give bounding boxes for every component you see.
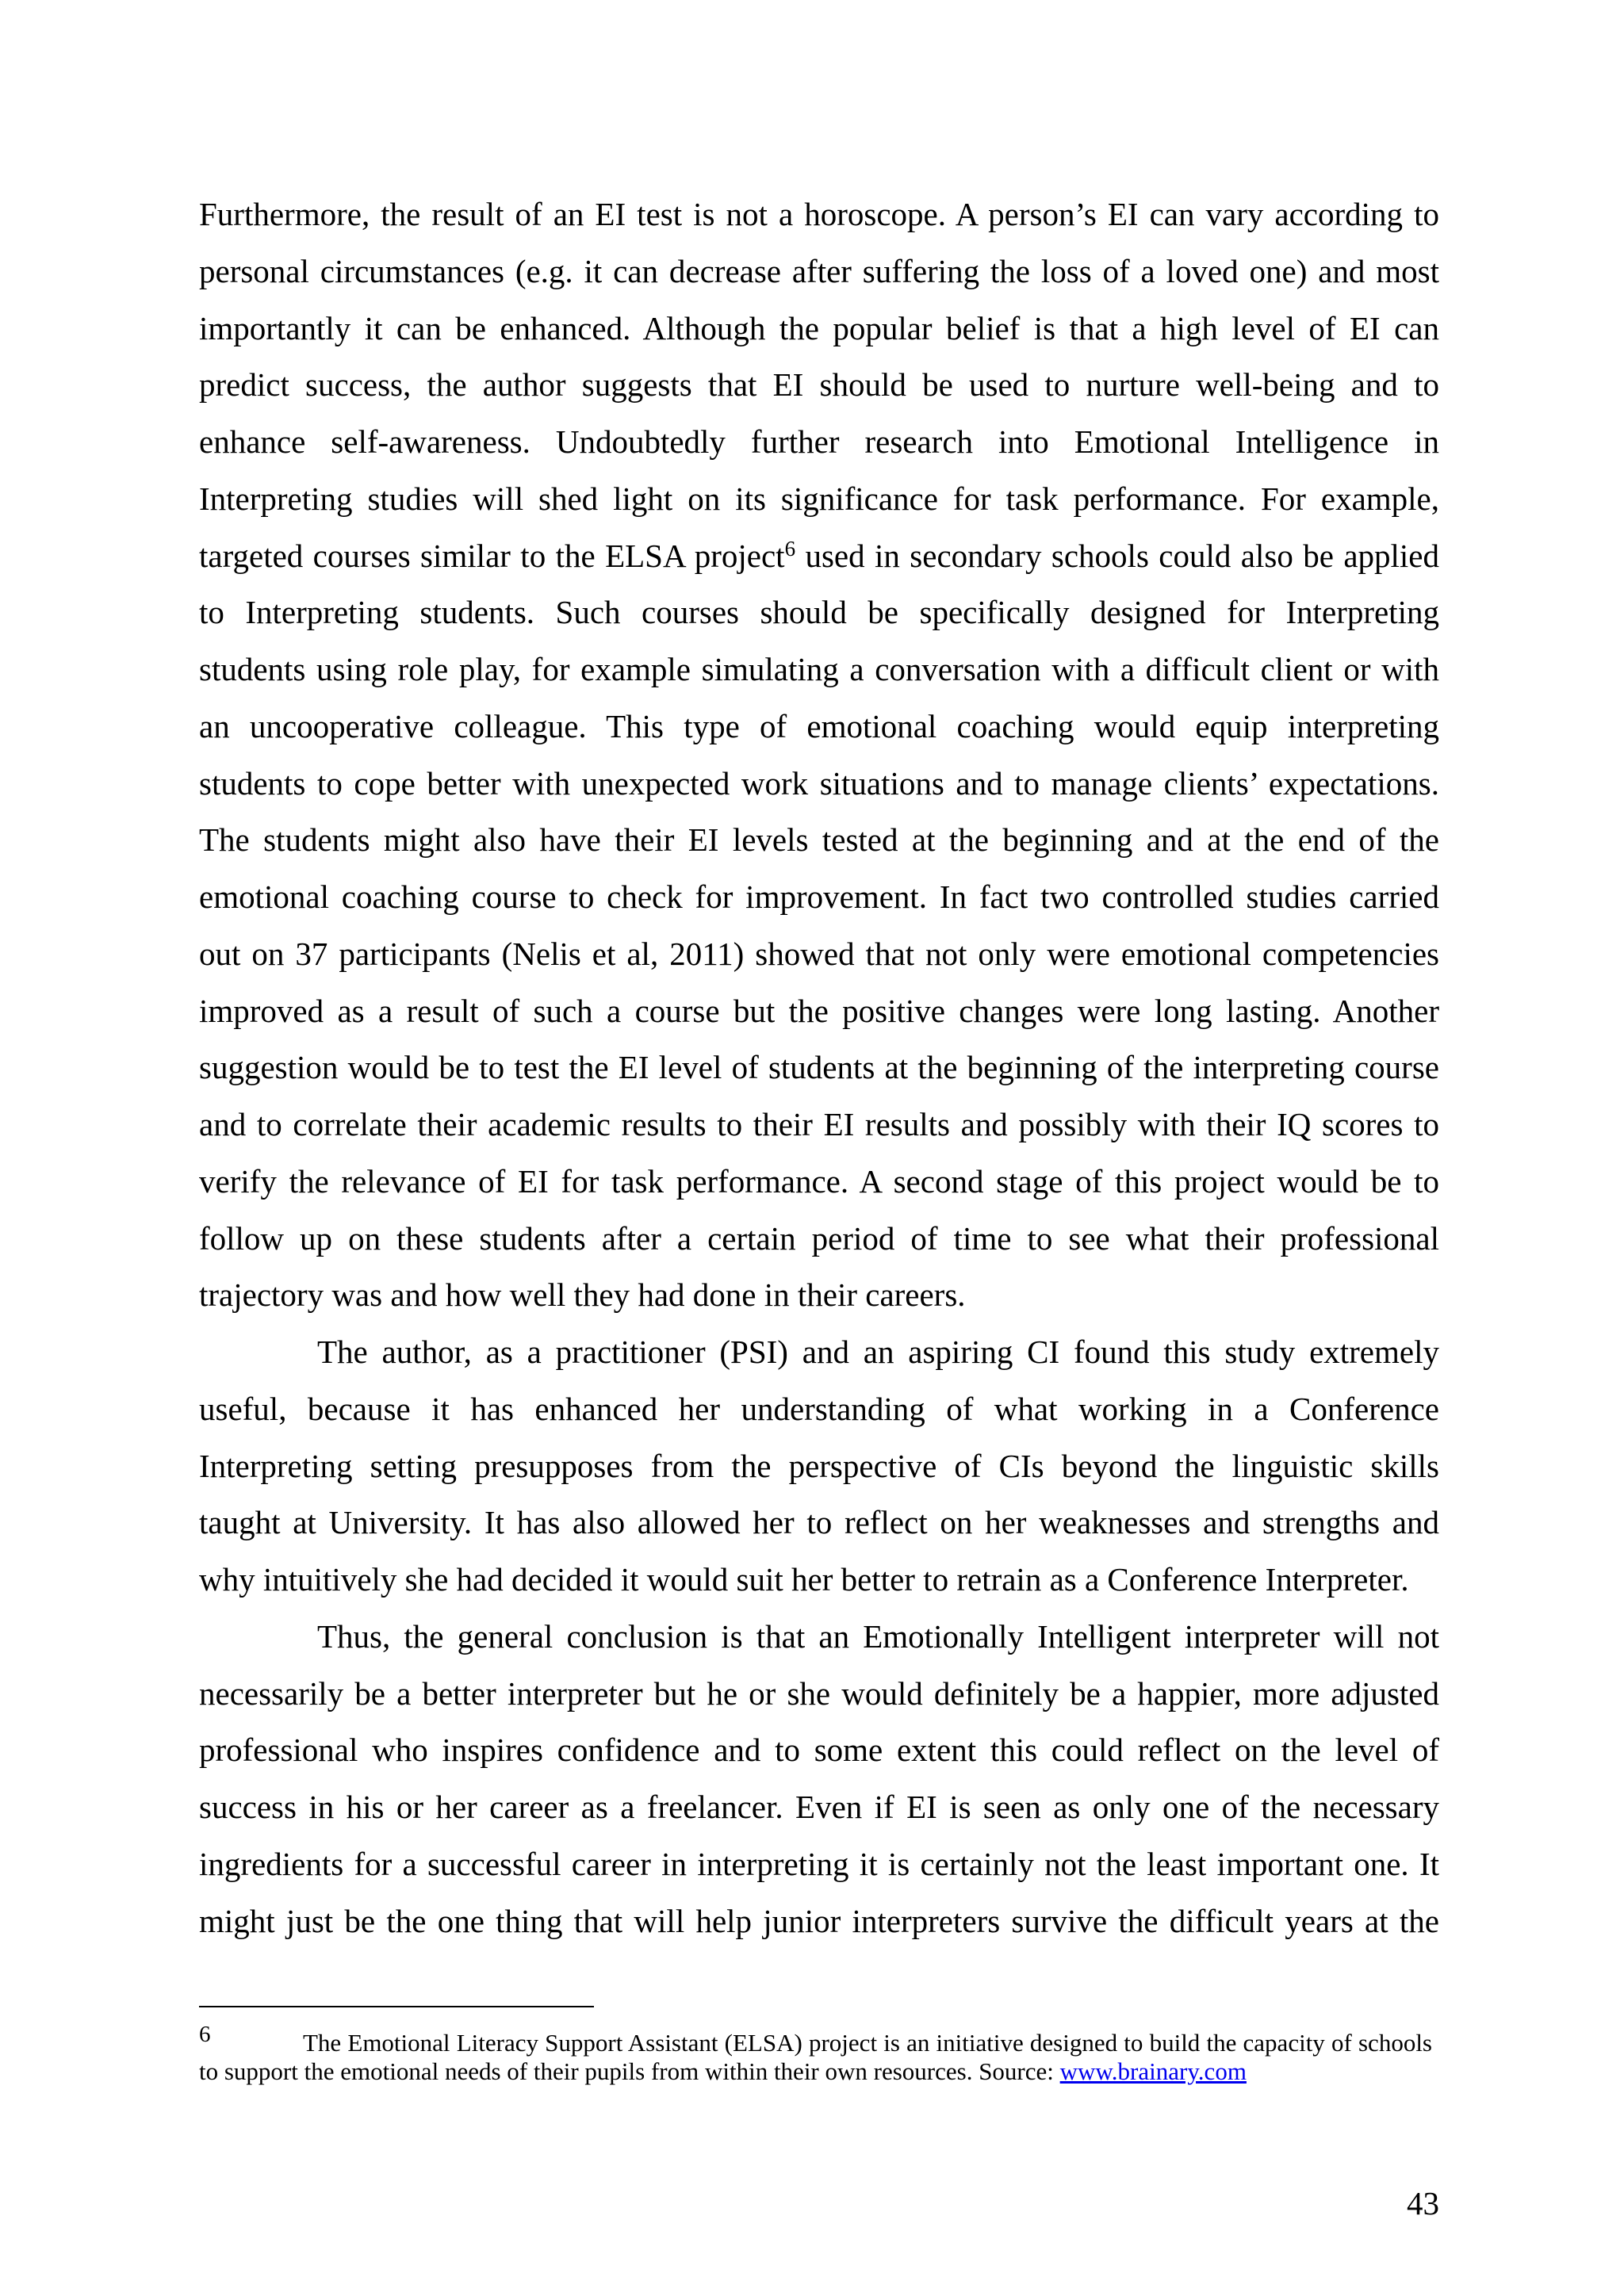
- footnote-marker: 6: [199, 2022, 211, 2047]
- text-line: The author, as a practitioner (PSI) and an aspiring CI found this study extremely: [317, 1334, 1439, 1370]
- text-line: an uncooperative colleague. This type of emotional coaching would equip interpreting: [199, 707, 1439, 744]
- paragraph: [199, 1324, 1439, 1609]
- text-line: students using role play, for example simulating a conversation with a difficult client or with: [199, 651, 1439, 687]
- text-line: predict success, the author suggests that EI should be used to nurture well-being and to: [199, 366, 1439, 404]
- text-line: The students might also have their EI levels tested at the beginning and at the end of the: [199, 821, 1439, 859]
- text-line: taught at University. It has also allowed her to reflect on her weaknesses and strengths and: [199, 1504, 1439, 1541]
- footnote-text: to support the emotional needs of their pupils from within their own resources. Source:: [199, 2057, 1060, 2085]
- footnote-text-line: [199, 2057, 1439, 2086]
- text-line: Interpreting setting presupposes from the perspective of CIs beyond the linguistic skills: [199, 1447, 1439, 1484]
- text-line: success in his or her career as a freelancer. Even if EI is seen as only one of the necessary: [199, 1789, 1439, 1825]
- paragraph: [199, 1609, 1439, 1950]
- text-line: verify the relevance of EI for task performance. A second stage of this project would be to: [199, 1162, 1439, 1200]
- paragraph: [199, 186, 1439, 1324]
- text-line: ingredients for a successful career in interpreting it is certainly not the least important one. It: [199, 1845, 1439, 1882]
- text-line: to Interpreting students. Such courses should be specifically designed for Interpreting: [199, 594, 1439, 631]
- text-line: personal circumstances (e.g. it can decrease after suffering the loss of a loved one) and most: [199, 252, 1439, 289]
- text-line: Interpreting studies will shed light on its significance for task performance. For example,: [199, 480, 1439, 517]
- text-line: students to cope better with unexpected work situations and to manage clients’ expectations.: [199, 764, 1439, 802]
- text-line: improved as a result of such a course but the positive changes were long lasting. Another: [199, 992, 1439, 1029]
- text-line: and to correlate their academic results to their EI results and possibly with their IQ scores to: [199, 1106, 1439, 1142]
- text-line: why intuitively she had decided it would suit her better to retrain as a Conference Interpreter.: [199, 1561, 1409, 1598]
- body-text: [199, 186, 1439, 1950]
- text-line: [199, 528, 1439, 585]
- footnote-separator: [199, 2006, 594, 2007]
- text-line: out on 37 participants (Nelis et al, 2011) showed that not only were emotional competencies: [199, 935, 1439, 972]
- text-line: useful, because it has enhanced her understanding of what working in a Conference: [199, 1390, 1439, 1427]
- line-text: targeted courses similar to the ELSA project: [199, 537, 785, 574]
- text-line: emotional coaching course to check for improvement. In fact two controlled studies carried: [199, 878, 1439, 915]
- text-line: importantly it can be enhanced. Although the popular belief is that a high level of EI can: [199, 309, 1439, 346]
- text-line: might just be the one thing that will help junior interpreters survive the difficult years at the: [199, 1902, 1439, 1939]
- text-line: suggestion would be to test the EI level of students at the beginning of the interpreting course: [199, 1049, 1439, 1086]
- source-link[interactable]: www.brainary.com: [1059, 2057, 1247, 2085]
- line-text: used in secondary schools could also be applied: [795, 537, 1439, 574]
- text-line: follow up on these students after a certain period of time to see what their professional: [199, 1219, 1439, 1257]
- text-line: enhance self-awareness. Undoubtedly further research into Emotional Intelligence in: [199, 423, 1439, 460]
- text-line: trajectory was and how well they had done in their careers.: [199, 1276, 966, 1314]
- text-line: Furthermore, the result of an EI test is not a horoscope. A person’s EI can vary according to: [199, 196, 1439, 232]
- page-number: 43: [1407, 2185, 1439, 2221]
- text-line: necessarily be a better interpreter but he or she would definitely be a happier, more adjusted: [199, 1674, 1439, 1712]
- text-line: Thus, the general conclusion is that an Emotionally Intelligent interpreter will not: [317, 1617, 1439, 1655]
- text-line: professional who inspires confidence and to some extent this could reflect on the level of: [199, 1732, 1439, 1769]
- footnote-text-line: The Emotional Literacy Support Assistant (ELSA) project is an initiative designed to build the capacity of schools: [303, 2029, 1432, 2057]
- footnote-reference: 6: [784, 536, 796, 561]
